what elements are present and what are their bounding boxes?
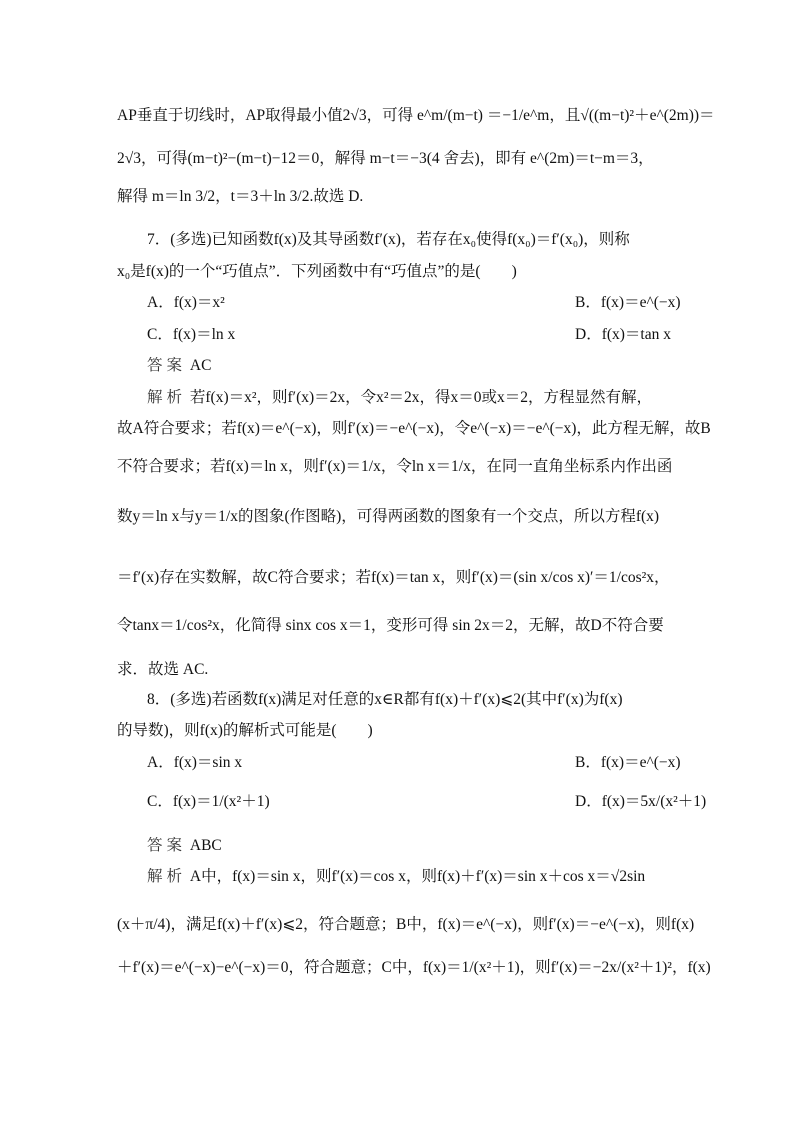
q7-option-a: A．f(x)＝x²: [147, 294, 225, 311]
q7-options-row-1: [147, 293, 683, 313]
answer-label: 答案: [147, 357, 187, 374]
q8-option-d: D．f(x)＝5x/(x²＋1): [575, 793, 707, 810]
q8-options-row-1: [147, 753, 683, 773]
q7-options-row-2: [147, 325, 683, 345]
q8-answer: [147, 836, 683, 856]
analysis-label: 解析: [147, 868, 187, 885]
text-line: 2√3，可得(m−t)²−(m−t)−12＝0，解得 m−t＝−3(4 舍去)，即有 e^(2m)＝t−m＝3，: [117, 150, 654, 167]
text-line: (x＋π/4)，满足f(x)＋f′(x)⩽2，符合题意；B中，f(x)＝e^(−x)，则f′(x)＝−e^(−x)，则f(x): [117, 916, 695, 933]
text-line: ＝f′(x)存在实数解，故C符合要求；若f(x)＝tan x，则f′(x)＝(sin x/cos x)′＝1/cos²x，: [117, 569, 670, 586]
q7-option-c: C．f(x)＝ln x: [147, 326, 236, 343]
q7-option-d: D．f(x)＝tan x: [575, 326, 671, 343]
question-8-stem: 8．(多选)若函数f(x)满足对任意的x∈R都有f(x)＋f′(x)⩽2(其中f′(x)为f(x): [147, 691, 623, 708]
text-line: 的导数)，则f(x)的解析式可能是( ): [117, 722, 373, 739]
q7-option-b: B．f(x)＝e^(−x): [575, 294, 681, 311]
text-line: 求．故选 AC.: [117, 661, 209, 678]
q8-option-a: A．f(x)＝sin x: [147, 754, 243, 771]
q8-analysis: [147, 867, 683, 887]
q8-options-row-2: [147, 792, 707, 812]
q8-option-c: C．f(x)＝1/(x²＋1): [147, 793, 270, 810]
q8-option-b: B．f(x)＝e^(−x): [575, 754, 681, 771]
text-line: 故A符合要求；若f(x)＝e^(−x)，则f′(x)＝−e^(−x)，令e^(−x)＝−e^(−x)，此方程无解，故B: [117, 420, 711, 437]
text-line: x₀是f(x)的一个“巧值点”．下列函数中有“巧值点”的是( ): [117, 263, 517, 280]
q7-analysis: [147, 388, 683, 408]
text-line: 数y＝ln x与y＝1/x的图象(作图略)，可得两函数的图象有一个交点，所以方程f(x): [117, 508, 660, 525]
analysis-text: 若f(x)＝x²，则f′(x)＝2x，令x²＝2x，得x＝0或x＝2，方程显然有解，: [189, 389, 653, 406]
q7-answer: [147, 356, 683, 376]
answer-label: 答案: [147, 837, 187, 854]
answer-value: ABC: [189, 837, 222, 854]
text-line: 解得 m＝ln 3/2，t＝3＋ln 3/2.故选 D.: [117, 188, 364, 205]
text-line: AP垂直于切线时，AP取得最小值2√3，可得 e^m/(m−t) ＝−1/e^m，且√((m−t)²＋e^(2m))＝: [117, 107, 715, 124]
analysis-text: A中，f(x)＝sin x，则f′(x)＝cos x，则f(x)＋f′(x)＝sin x＋cos x＝√2sin: [189, 868, 646, 885]
text-line: 令tanx＝1/cos²x，化简得 sinx cos x＝1，变形可得 sin 2x＝2，无解，故D不符合要: [117, 617, 664, 634]
answer-value: AC: [189, 357, 212, 374]
question-7-stem: 7．(多选)已知函数f(x)及其导函数f′(x)，若存在x₀使得f(x₀)＝f′(x₀)，则称: [147, 231, 630, 248]
text-line: ＋f′(x)＝e^(−x)−e^(−x)＝0，符合题意；C中，f(x)＝1/(x²＋1)，则f′(x)＝−2x/(x²＋1)²，f(x): [117, 959, 711, 976]
analysis-label: 解析: [147, 389, 187, 406]
text-line: 不符合要求；若f(x)＝ln x，则f′(x)＝1/x，令ln x＝1/x，在同一直角坐标系内作出函: [117, 458, 673, 475]
